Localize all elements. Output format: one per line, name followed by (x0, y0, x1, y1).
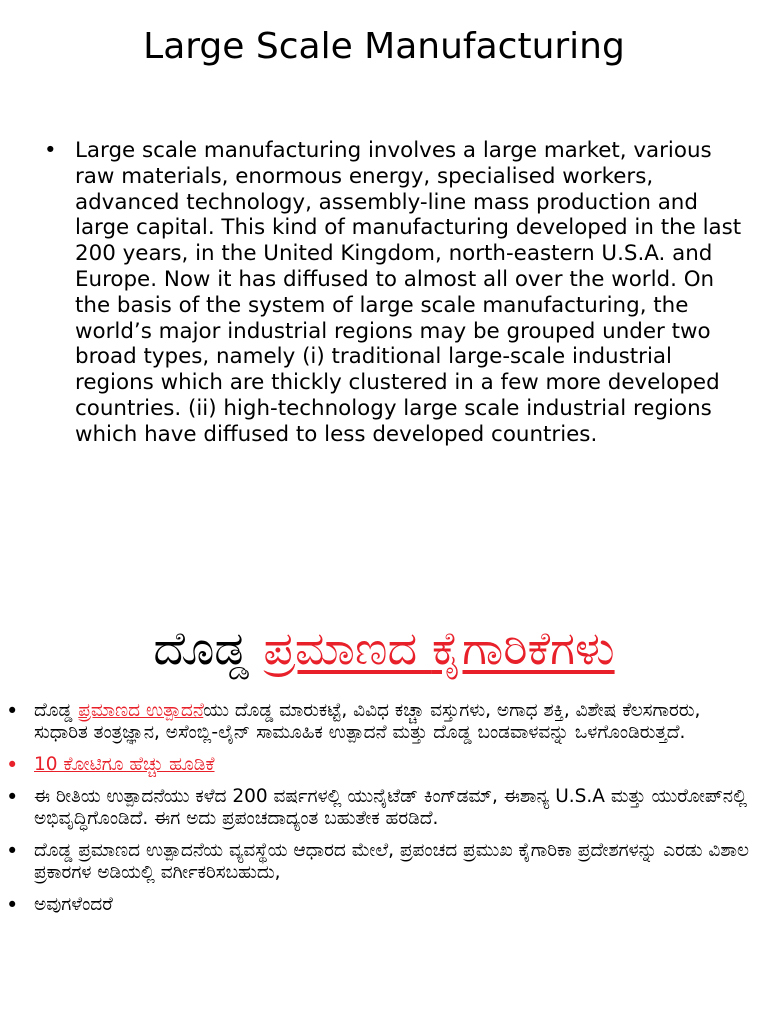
bullet-icon: • (6, 893, 19, 917)
bullet-icon: • (6, 785, 19, 809)
item-text: ಅವುಗಳೆಂದರೆ (34, 894, 113, 915)
bullet-list (44, 138, 744, 448)
paragraph-text: Large scale manufacturing involves a large market, various raw materials, enormous energy, specialised workers, advanced technology, assembly-line mass production and large capital. This kind of manufacturing developed in the last 200 years, in the United Kingdom, north-eastern U.S.A. and Europe. Now it has diffused to almost all over the world. On the basis of the system of large scale manufacturing, the world’s major industrial regions may be grouped under two broad types, namely (i) traditional large-scale industrial regions which are thickly clustered in a few more developed countries. (ii) high-technology large scale industrial regions which have diffused to less developed countries. (75, 138, 742, 447)
title-part-2-highlight: ಪ್ರಮಾಣದ (263, 621, 432, 675)
item-prefix: ದೊಡ್ಡ (34, 700, 79, 721)
list-item (6, 786, 756, 830)
list-item (6, 840, 756, 884)
slide-title: Large Scale Manufacturing (143, 26, 625, 67)
list-item (44, 138, 744, 448)
kannada-bullet-list (6, 700, 756, 926)
bullet-icon: • (6, 839, 19, 863)
item-text: ಈ ರೀತಿಯ ಉತ್ಪಾದನೆಯು ಕಳೆದ 200 ವರ್ಷಗಳಲ್ಲಿ ಯುನೈಟೆಡ್ ಕಿಂಗ್‌ಡಮ್, ಈಶಾನ್ಯ U.S.A ಮತ್ತು ಯುರೋಪ್‌ನಲ್ಲಿ ಅಭಿವೃದ್ಧಿಗೊಂಡಿದೆ. ಈಗ ಅದು ಪ್ರಪಂಚದಾದ್ಯಂತ ಬಹುತೇಕ ಹರಡಿದೆ. (34, 786, 748, 829)
list-item (6, 700, 756, 744)
bullet-icon: • (6, 699, 19, 723)
list-item (6, 894, 756, 916)
bullet-icon: • (44, 138, 57, 163)
item-highlight: ಪ್ರಮಾಣದ ಉತ್ಪಾದನೆ (78, 700, 204, 721)
item-text: 10 ಕೋಟಿಗೂ ಹೆಚ್ಚು ಹೂಡಿಕೆ (34, 754, 215, 775)
title-part-3: ಕೈಗಾರಿಕೆಗಳು (431, 621, 615, 675)
bullet-icon: • (6, 753, 19, 777)
item-text: ದೊಡ್ಡ ಪ್ರಮಾಣದ ಉತ್ಪಾದನೆಯ ವ್ಯವಸ್ಥೆಯ ಆಧಾರದ ಮೇಲೆ, ಪ್ರಪಂಚದ ಪ್ರಮುಖ ಕೈಗಾರಿಕಾ ಪ್ರದೇಶಗಳನ್ನು ಎರಡು ವಿಶಾಲ ಪ್ರಕಾರಗಳ ಅಡಿಯಲ್ಲಿ ವರ್ಗೀಕರಿಸಬಹುದು, (34, 840, 749, 883)
title-part-1: ದೊಡ್ಡ (153, 621, 264, 675)
kannada-slide-title (0, 618, 768, 678)
list-item (6, 754, 756, 776)
item-text: ಯು ದೊಡ್ಡ ಮಾರುಕಟ್ಟೆ, ವಿವಿಧ ಕಚ್ಚಾ ವಸ್ತುಗಳು, ಅಗಾಧ ಶಕ್ತಿ, ವಿಶೇಷ ಕೆಲಸಗಾರರು, ಸುಧಾರಿತ ತಂತ್ರಜ್ಞಾನ, ಅಸೆಂಬ್ಲಿ-ಲೈನ್ ಸಾಮೂಹಿಕ ಉತ್ಪಾದನೆ ಮತ್ತು ದೊಡ್ಡ ಬಂಡವಾಳವನ್ನು ಒಳಗೊಂಡಿರುತ್ತದೆ. (34, 700, 701, 743)
